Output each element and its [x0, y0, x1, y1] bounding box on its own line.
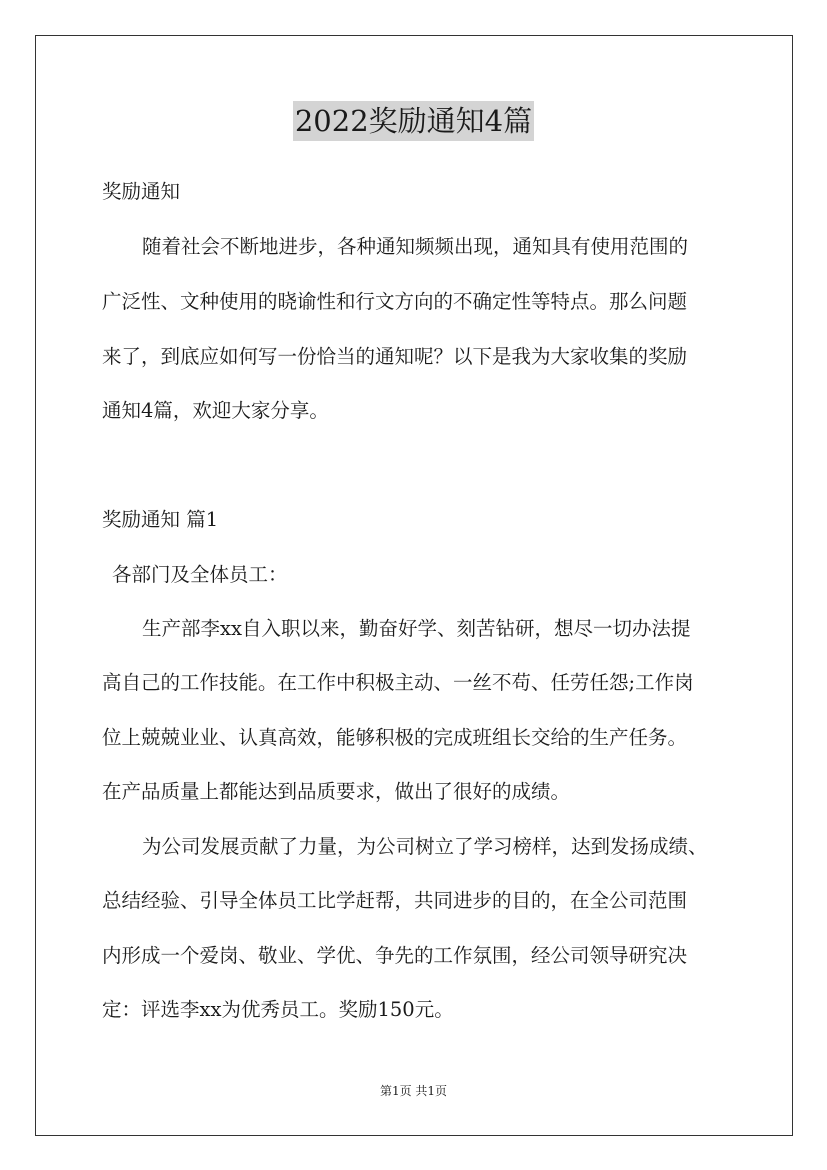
paragraph-line: 广泛性、文种使用的晓谕性和行文方向的不确定性等特点。那么问题	[102, 290, 688, 313]
paragraph-line: 定：评选李xx为优秀员工。奖励150元。	[102, 998, 454, 1021]
salutation: 各部门及全体员工：	[112, 563, 288, 586]
paragraph-line: 位上兢兢业业、认真高效，能够积极的完成班组长交给的生产任务。	[102, 726, 688, 749]
paragraph-line: 通知4篇，欢迎大家分享。	[102, 399, 329, 422]
section-heading: 奖励通知	[102, 180, 181, 203]
paragraph-line: 随着社会不断地进步，各种通知频频出现，通知具有使用范围的	[142, 235, 689, 258]
paragraph-line: 为公司发展贡献了力量，为公司树立了学习榜样，达到发扬成绩、	[142, 835, 708, 858]
title-container	[0, 101, 827, 141]
page-footer: 第1页 共1页	[379, 1084, 448, 1098]
section-heading: 奖励通知 篇1	[102, 508, 219, 531]
paragraph-line: 总结经验、引导全体员工比学赶帮，共同进步的目的，在全公司范围	[102, 889, 688, 912]
paragraph-line: 高自己的工作技能。在工作中积极主动、一丝不苟、任劳任怨;工作岗	[102, 671, 694, 694]
paragraph-line: 来了，到底应如何写一份恰当的通知呢？以下是我为大家收集的奖励	[102, 345, 688, 368]
paragraph-line: 在产品质量上都能达到品质要求，做出了很好的成绩。	[102, 780, 571, 803]
paragraph-line: 生产部李xx自入职以来，勤奋好学、刻苦钻研，想尽一切办法提	[142, 617, 691, 640]
document-title: 2022奖励通知4篇	[293, 101, 534, 141]
paragraph-line: 内形成一个爱岗、敬业、学优、争先的工作氛围，经公司领导研究决	[102, 944, 688, 967]
